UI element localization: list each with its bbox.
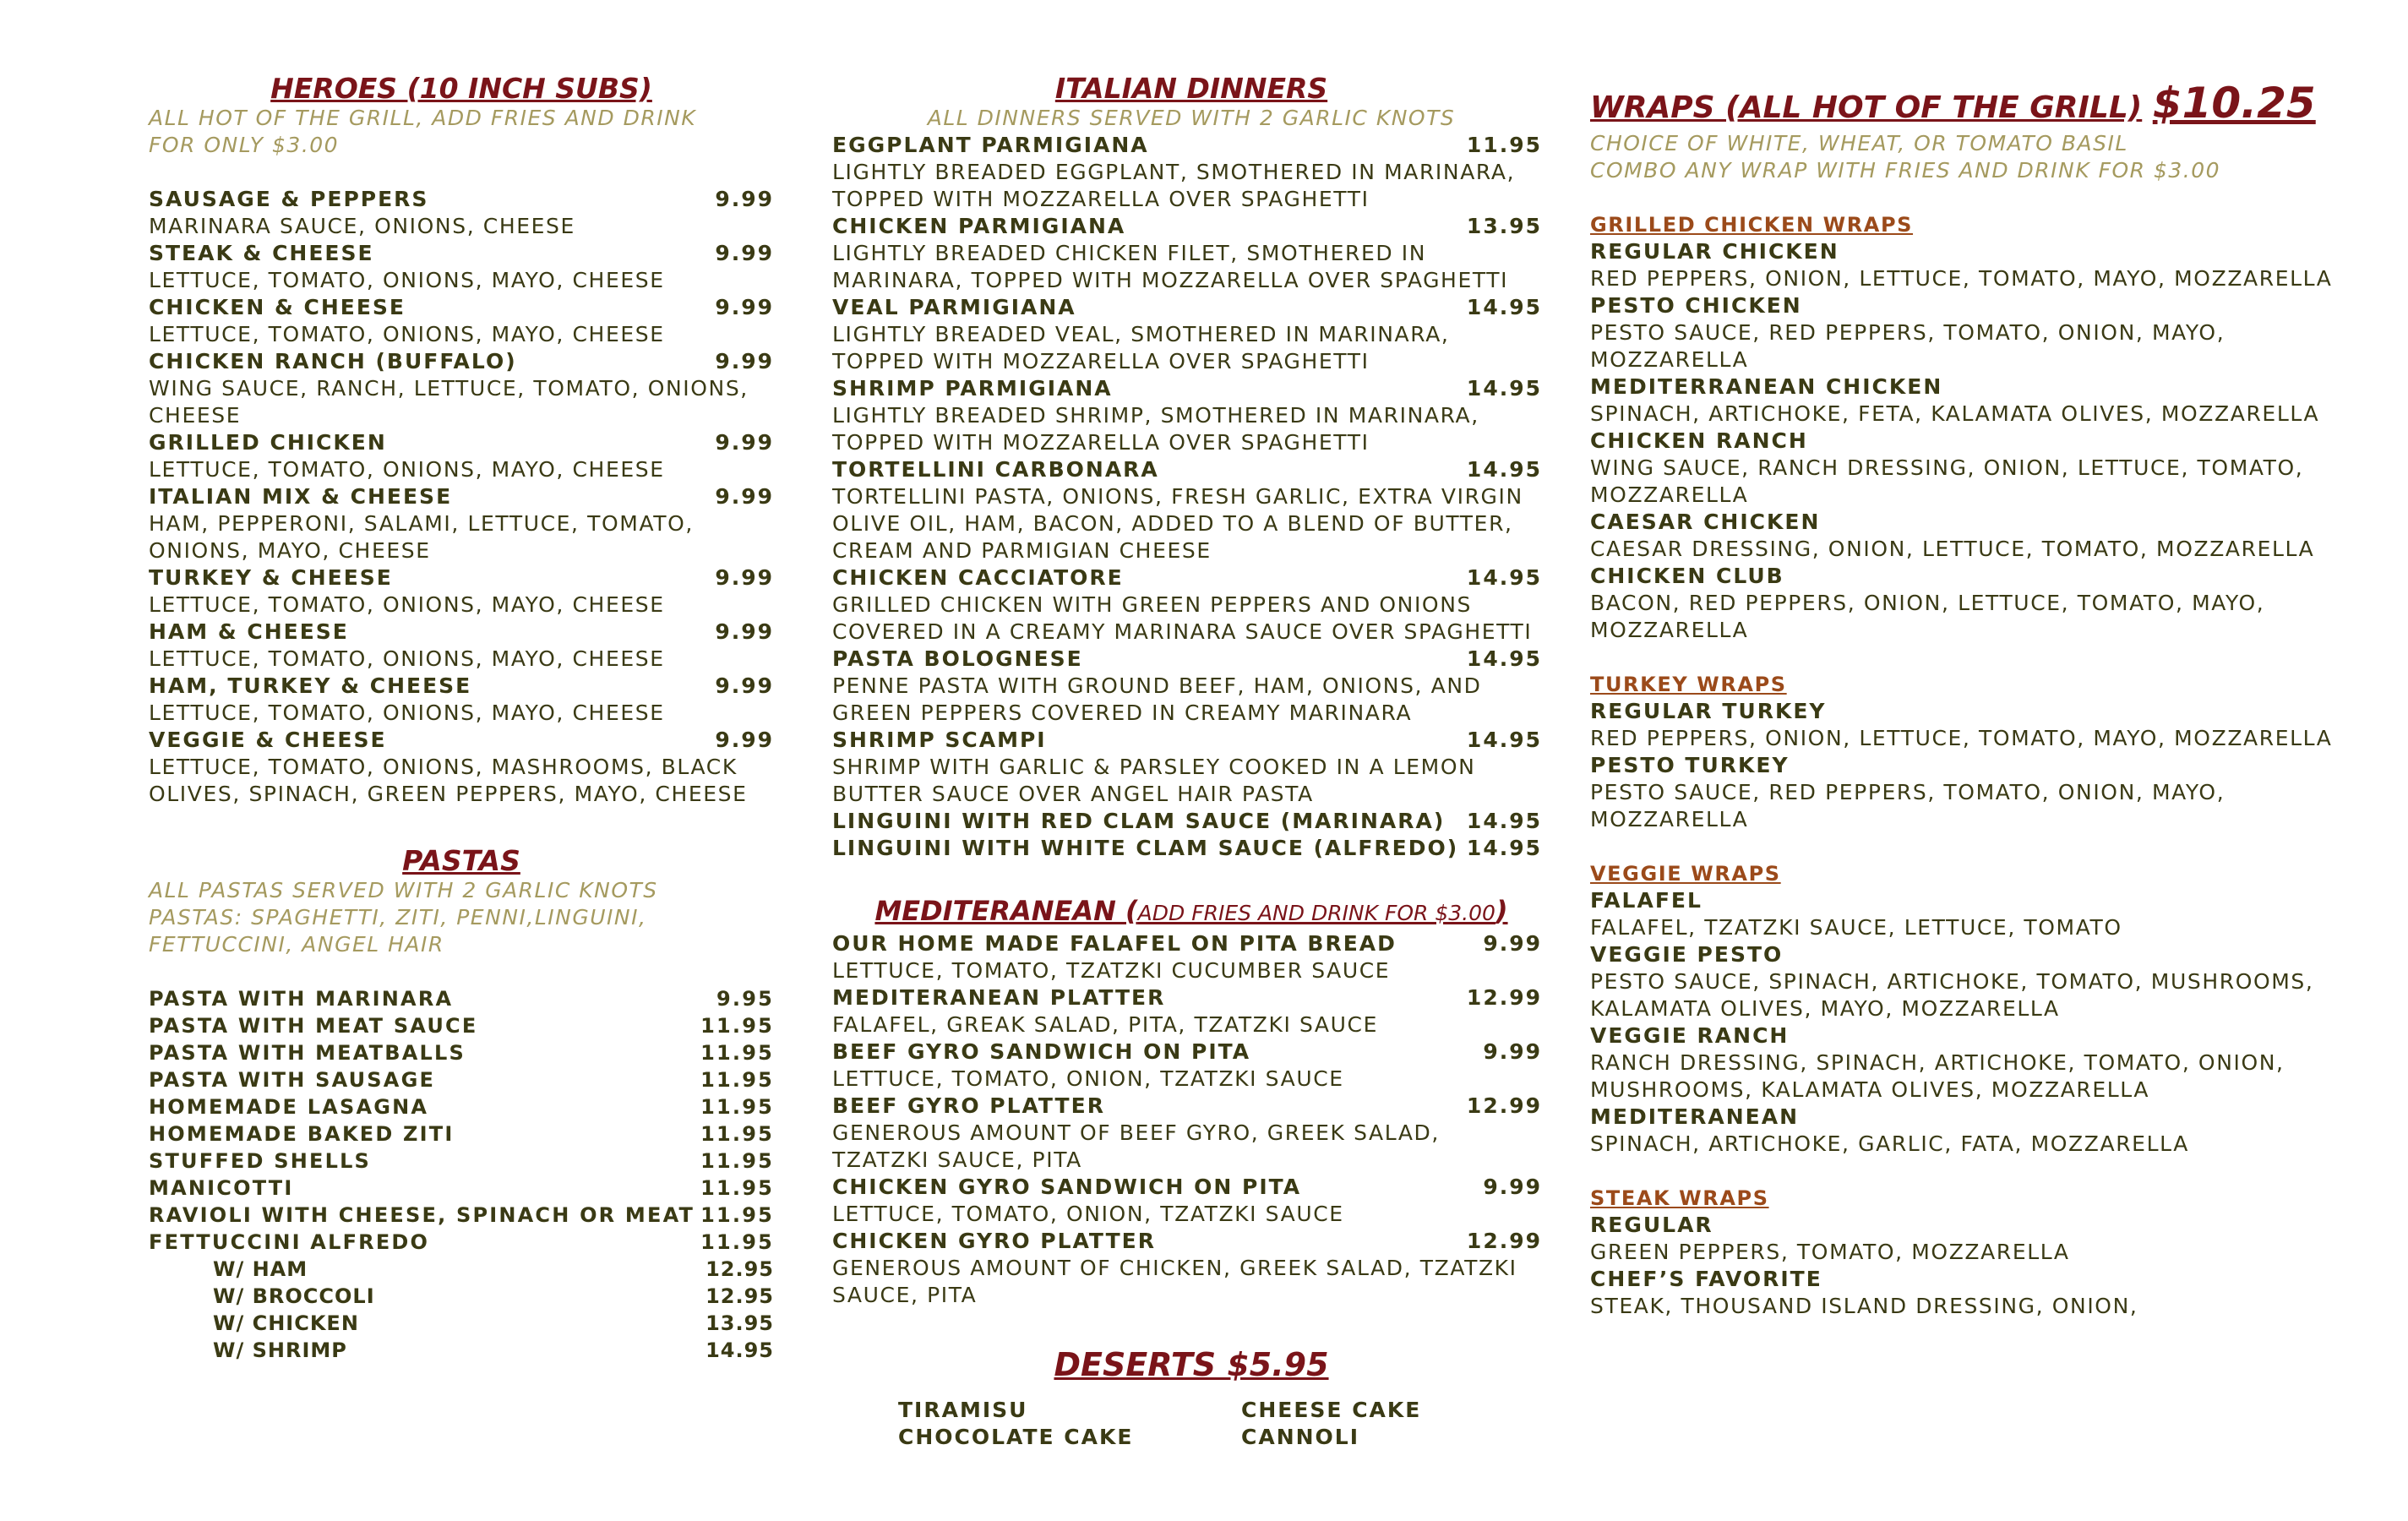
pasta-item-name: HOMEMADE BAKED ZITI bbox=[149, 1122, 455, 1146]
menu-item-price: 12.99 bbox=[1466, 1229, 1542, 1253]
menu-item-description: GENEROUS AMOUNT OF BEEF GYRO, GREEK SALAD, TZATZKI SAUCE, PITA bbox=[832, 1120, 1440, 1172]
pasta-item bbox=[149, 1012, 774, 1039]
pasta-item-name: PASTA WITH SAUSAGE bbox=[149, 1068, 436, 1092]
pastas-list bbox=[149, 985, 774, 1256]
wrap-group-title: STEAK WRAPS bbox=[1590, 1186, 1769, 1210]
menu-item-name: SAUSAGE & PEPPERS bbox=[149, 187, 429, 211]
menu-item-header bbox=[832, 456, 1542, 483]
wrap-item-name: PESTO CHICKEN bbox=[1590, 293, 1802, 318]
wrap-item-name: MEDITERRANEAN CHICKEN bbox=[1590, 374, 1943, 399]
menu-item-name: BEEF GYRO PLATTER bbox=[832, 1093, 1105, 1118]
pasta-option bbox=[149, 1310, 774, 1337]
menu-item-description: HAM, PEPPERONI, SALAMI, LETTUCE, TOMATO, ONIONS, MAYO, CHEESE bbox=[149, 511, 694, 563]
dessert-item: CHEESE CAKE bbox=[1241, 1398, 1422, 1422]
heroes-title: HEROES (10 INCH SUBS) bbox=[270, 72, 652, 105]
menu-item-name: HAM, TURKEY & CHEESE bbox=[149, 673, 472, 698]
pasta-item bbox=[149, 1148, 774, 1175]
menu-item-header bbox=[149, 673, 774, 700]
wrap-item-name: REGULAR TURKEY bbox=[1590, 699, 1827, 723]
menu-item-name: LINGUINI WITH WHITE CLAM SAUCE (ALFREDO) bbox=[832, 836, 1459, 860]
pasta-item-name: STUFFED SHELLS bbox=[149, 1149, 372, 1173]
menu-item-description: LIGHTLY BREADED EGGPLANT, SMOTHERED IN MARINARA, TOPPED WITH MOZZARELLA OVER SPAGHETTI bbox=[832, 160, 1516, 211]
pasta-item bbox=[149, 1066, 774, 1093]
wrap-item-description: PESTO SAUCE, RED PEPPERS, TOMATO, ONION, MAYO, MOZZARELLA bbox=[1590, 320, 2225, 372]
wraps-title-text: WRAPS (ALL HOT OF THE GRILL) bbox=[1590, 90, 2143, 125]
wrap-item-description: PESTO SAUCE, RED PEPPERS, TOMATO, ONION, MAYO, MOZZARELLA bbox=[1590, 780, 2225, 831]
menu-item-name: CHICKEN GYRO SANDWICH ON PITA bbox=[832, 1175, 1302, 1199]
menu-item-description: MARINARA SAUCE, ONIONS, CHEESE bbox=[149, 214, 575, 238]
pasta-item-price: 9.95 bbox=[716, 987, 774, 1011]
spacer bbox=[1590, 644, 2342, 671]
menu-item-name: PASTA BOLOGNESE bbox=[832, 646, 1083, 671]
wrap-item-description: RED PEPPERS, ONION, LETTUCE, TOMATO, MAYO, MOZZARELLA bbox=[1590, 266, 2333, 291]
heroes-subtitle: ALL HOT OF THE GRILL, ADD FRIES AND DRINK FOR ONLY $3.00 bbox=[149, 106, 697, 157]
menu-item-header bbox=[832, 1093, 1542, 1120]
pasta-item-name: FETTUCCINI ALFREDO bbox=[149, 1230, 430, 1254]
menu-item-header bbox=[832, 132, 1542, 159]
wraps-column bbox=[1590, 0, 2342, 1320]
menu-item-name: CHICKEN GYRO PLATTER bbox=[832, 1229, 1156, 1253]
mediterranean-title-close: ) bbox=[1495, 895, 1508, 927]
mediterranean-list bbox=[832, 930, 1550, 1309]
wrap-item-name: CHICKEN CLUB bbox=[1590, 564, 1784, 588]
pasta-item-price: 11.95 bbox=[700, 1014, 774, 1038]
menu-item-header bbox=[832, 808, 1542, 835]
pasta-item-price: 11.95 bbox=[700, 1203, 774, 1227]
pasta-item bbox=[149, 985, 774, 1012]
menu-item-description: LETTUCE, TOMATO, ONIONS, MAYO, CHEESE bbox=[149, 646, 665, 671]
menu-item-header bbox=[149, 564, 774, 592]
menu-item-name: LINGUINI WITH RED CLAM SAUCE (MARINARA) bbox=[832, 809, 1446, 833]
menu-item-header bbox=[149, 186, 774, 213]
menu-item-name: GRILLED CHICKEN bbox=[149, 430, 387, 455]
mediterranean-title-text: MEDITERANEAN ( bbox=[874, 895, 1138, 927]
menu-item-header bbox=[832, 375, 1542, 402]
menu-item-header bbox=[149, 294, 774, 321]
menu-item-name: CHICKEN PARMIGIANA bbox=[832, 214, 1126, 238]
heroes-pastas-column bbox=[149, 0, 774, 1364]
pasta-item-price: 11.95 bbox=[700, 1149, 774, 1173]
wrap-item-description: RANCH DRESSING, SPINACH, ARTICHOKE, TOMATO, ONION, MUSHROOMS, KALAMATA OLIVES, MOZZARELLA bbox=[1590, 1050, 2285, 1102]
wraps-title bbox=[1590, 81, 2342, 130]
pasta-option-name: W/ HAM bbox=[213, 1257, 308, 1281]
menu-item-price: 14.95 bbox=[1466, 836, 1542, 860]
wrap-item-description: FALAFEL, TZATZKI SAUCE, LETTUCE, TOMATO bbox=[1590, 915, 2122, 940]
menu-item-name: EGGPLANT PARMIGIANA bbox=[832, 133, 1149, 157]
menu-item-price: 14.95 bbox=[1466, 809, 1542, 833]
wrap-item-description: GREEN PEPPERS, TOMATO, MOZZARELLA bbox=[1590, 1240, 2070, 1264]
pasta-option-name: W/ CHICKEN bbox=[213, 1311, 359, 1335]
menu-item-name: ITALIAN MIX & CHEESE bbox=[149, 484, 453, 509]
menu-item-price: 9.99 bbox=[715, 728, 774, 752]
pasta-option-name: W/ SHRIMP bbox=[213, 1338, 347, 1362]
menu-item-header bbox=[832, 835, 1542, 862]
menu-item-price: 9.99 bbox=[715, 565, 774, 590]
menu-item-price: 9.99 bbox=[715, 241, 774, 265]
menu-item-name: STEAK & CHEESE bbox=[149, 241, 374, 265]
menu-item-name: CHICKEN RANCH (BUFFALO) bbox=[149, 349, 517, 373]
menu-item-price: 9.99 bbox=[1483, 1175, 1542, 1199]
dinners-list bbox=[832, 132, 1550, 862]
mediterranean-title bbox=[832, 894, 1550, 930]
menu-item-description: LETTUCE, TOMATO, ONIONS, MAYO, CHEESE bbox=[149, 592, 665, 617]
menu-item-price: 13.95 bbox=[1466, 214, 1542, 238]
pasta-item-price: 11.95 bbox=[700, 1041, 774, 1065]
pasta-item-price: 11.95 bbox=[700, 1176, 774, 1200]
menu-item-name: OUR HOME MADE FALAFEL ON PITA BREAD bbox=[832, 931, 1397, 956]
menu-item-name: HAM & CHEESE bbox=[149, 619, 349, 644]
menu-item-price: 14.95 bbox=[1466, 646, 1542, 671]
menu-item-description: LETTUCE, TOMATO, ONIONS, MAYO, CHEESE bbox=[149, 322, 665, 346]
mediterranean-note: ADD FRIES AND DRINK FOR $3.00 bbox=[1137, 901, 1495, 925]
pastas-title: PASTAS bbox=[402, 844, 520, 877]
wraps-price: $10.25 bbox=[2152, 79, 2316, 128]
menu-item-header bbox=[149, 429, 774, 456]
wrap-group-title: TURKEY WRAPS bbox=[1590, 673, 1787, 696]
menu-item-header bbox=[149, 619, 774, 646]
menu-item-description: PENNE PASTA WITH GROUND BEEF, HAM, ONIONS, AND GREEN PEPPERS COVERED IN CREAMY MARINARA bbox=[832, 673, 1482, 725]
menu-item-description: GRILLED CHICKEN WITH GREEN PEPPERS AND ONIONS COVERED IN A CREAMY MARINARA SAUCE OVER SPAGHETTI bbox=[832, 592, 1533, 644]
menu-item-name: TORTELLINI CARBONARA bbox=[832, 457, 1159, 482]
pastas-subtitle-1: ALL PASTAS SERVED WITH 2 GARLIC KNOTS bbox=[149, 878, 658, 902]
dessert-item: TIRAMISU bbox=[898, 1398, 1028, 1422]
menu-item-header bbox=[832, 984, 1542, 1011]
wrap-item-name: REGULAR CHICKEN bbox=[1590, 239, 1839, 264]
menu-item-header bbox=[832, 213, 1542, 240]
menu-item-price: 12.99 bbox=[1466, 1093, 1542, 1118]
pasta-item bbox=[149, 1120, 774, 1148]
pasta-item bbox=[149, 1039, 774, 1066]
menu-item-description: LETTUCE, TOMATO, TZATZKI CUCUMBER SAUCE bbox=[832, 958, 1391, 983]
menu-item-name: VEGGIE & CHEESE bbox=[149, 728, 387, 752]
wrap-item-description: CAESAR DRESSING, ONION, LETTUCE, TOMATO, MOZZARELLA bbox=[1590, 537, 2315, 561]
dessert-item: CHOCOLATE CAKE bbox=[898, 1425, 1134, 1449]
menu-item-price: 14.95 bbox=[1466, 728, 1542, 752]
menu-item-name: MEDITERANEAN PLATTER bbox=[832, 985, 1166, 1010]
pasta-item bbox=[149, 1229, 774, 1256]
menu-item-header bbox=[832, 1174, 1542, 1201]
wrap-item-description: SPINACH, ARTICHOKE, GARLIC, FATA, MOZZARELLA bbox=[1590, 1131, 2189, 1156]
menu-item-price: 9.99 bbox=[715, 430, 774, 455]
wrap-item-description: RED PEPPERS, ONION, LETTUCE, TOMATO, MAYO, MOZZARELLA bbox=[1590, 726, 2333, 750]
spacer bbox=[1590, 833, 2342, 860]
menu-item-description: LETTUCE, TOMATO, ONIONS, MASHROOMS, BLACK OLIVES, SPINACH, GREEN PEPPERS, MAYO, CHEESE bbox=[149, 755, 748, 806]
menu-item-name: CHICKEN CACCIATORE bbox=[832, 565, 1124, 590]
wraps-groups bbox=[1590, 184, 2342, 1320]
menu-item-price: 9.99 bbox=[715, 349, 774, 373]
pasta-item-name: MANICOTTI bbox=[149, 1176, 294, 1200]
pasta-option bbox=[149, 1256, 774, 1283]
wrap-item-name: REGULAR bbox=[1590, 1213, 1713, 1237]
dinners-title: ITALIAN DINNERS bbox=[1054, 72, 1328, 105]
menu-item-description: LETTUCE, TOMATO, ONION, TZATZKI SAUCE bbox=[832, 1066, 1344, 1091]
wrap-item-description: BACON, RED PEPPERS, ONION, LETTUCE, TOMATO, MAYO, MOZZARELLA bbox=[1590, 591, 2265, 642]
menu-item-description: GENEROUS AMOUNT OF CHICKEN, GREEK SALAD, TZATZKI SAUCE, PITA bbox=[832, 1256, 1517, 1307]
wrap-item-name: CHEF’S FAVORITE bbox=[1590, 1267, 1822, 1291]
pasta-item-price: 11.95 bbox=[700, 1095, 774, 1119]
pasta-item-price: 11.95 bbox=[700, 1122, 774, 1146]
menu-item-price: 9.99 bbox=[1483, 931, 1542, 956]
menu-item-price: 9.99 bbox=[1483, 1039, 1542, 1064]
menu-item-price: 14.95 bbox=[1466, 565, 1542, 590]
pasta-item-price: 11.95 bbox=[700, 1068, 774, 1092]
menu-item-price: 14.95 bbox=[1466, 376, 1542, 401]
pasta-item-name: HOMEMADE LASAGNA bbox=[149, 1095, 429, 1119]
wrap-item-name: PESTO TURKEY bbox=[1590, 753, 1790, 777]
wrap-group-title: VEGGIE WRAPS bbox=[1590, 862, 1781, 886]
menu-item-price: 9.99 bbox=[715, 673, 774, 698]
wrap-group-title: GRILLED CHICKEN WRAPS bbox=[1590, 213, 1914, 237]
menu-item-header bbox=[832, 1228, 1542, 1255]
menu-item-name: CHICKEN & CHEESE bbox=[149, 295, 406, 319]
menu-item-price: 14.95 bbox=[1466, 295, 1542, 319]
menu-item-header bbox=[149, 727, 774, 754]
pasta-item bbox=[149, 1093, 774, 1120]
menu-item-price: 9.99 bbox=[715, 187, 774, 211]
pasta-option-price: 12.95 bbox=[706, 1284, 774, 1308]
menu-item-header bbox=[149, 240, 774, 267]
menu-item-price: 9.99 bbox=[715, 295, 774, 319]
menu-item-price: 11.95 bbox=[1466, 133, 1542, 157]
menu-item-header bbox=[832, 564, 1542, 592]
pastas-subtitle-2: PASTAS: SPAGHETTI, ZITI, PENNI,LINGUINI, FETTUCCINI, ANGEL HAIR bbox=[149, 905, 647, 957]
menu-item-header bbox=[832, 646, 1542, 673]
menu-item-header bbox=[149, 348, 774, 375]
wrap-item-description: PESTO SAUCE, SPINACH, ARTICHOKE, TOMATO, MUSHROOMS, KALAMATA OLIVES, MAYO, MOZZARELLA bbox=[1590, 969, 2314, 1021]
spacer bbox=[1590, 184, 2342, 211]
wraps-subtitle-2: COMBO ANY WRAP WITH FRIES AND DRINK FOR $3.00 bbox=[1590, 158, 2221, 183]
dessert-item: CANNOLI bbox=[1241, 1425, 1360, 1449]
pasta-item-name: PASTA WITH MEAT SAUCE bbox=[149, 1014, 478, 1038]
wraps-subtitle-1: CHOICE OF WHITE, WHEAT, OR TOMATO BASIL bbox=[1590, 131, 2128, 155]
menu-item-name: VEAL PARMIGIANA bbox=[832, 295, 1076, 319]
menu-item-header bbox=[149, 483, 774, 510]
pasta-option bbox=[149, 1337, 774, 1364]
menu-item-description: LIGHTLY BREADED SHRIMP, SMOTHERED IN MARINARA, TOPPED WITH MOZZARELLA OVER SPAGHETTI bbox=[832, 403, 1479, 455]
pasta-option bbox=[149, 1283, 774, 1310]
menu-item-description: LETTUCE, TOMATO, ONIONS, MAYO, CHEESE bbox=[149, 268, 665, 292]
pasta-item-name: PASTA WITH MEATBALLS bbox=[149, 1041, 466, 1065]
menu-item-description: LIGHTLY BREADED VEAL, SMOTHERED IN MARINARA, TOPPED WITH MOZZARELLA OVER SPAGHETTI bbox=[832, 322, 1450, 373]
wrap-item-name: FALAFEL bbox=[1590, 888, 1702, 913]
pasta-item bbox=[149, 1202, 774, 1229]
menu-item-name: TURKEY & CHEESE bbox=[149, 565, 393, 590]
menu-item-header bbox=[832, 294, 1542, 321]
menu-item-price: 9.99 bbox=[715, 484, 774, 509]
menu-item-header bbox=[832, 930, 1542, 957]
menu-item-description: TORTELLINI PASTA, ONIONS, FRESH GARLIC, EXTRA VIRGIN OLIVE OIL, HAM, BACON, ADDED TO A BLEND OF BUTTER, CREAM AND PARMIGIAN CHEESE bbox=[832, 484, 1523, 563]
dinners-column bbox=[832, 0, 1550, 1451]
wrap-item-name: MEDITERANEAN bbox=[1590, 1104, 1800, 1129]
menu-item-header bbox=[832, 1039, 1542, 1066]
wrap-item-name: VEGGIE PESTO bbox=[1590, 942, 1784, 967]
menu-item-description: LETTUCE, TOMATO, ONIONS, MAYO, CHEESE bbox=[149, 701, 665, 725]
pasta-option-name: W/ BROCCOLI bbox=[213, 1284, 375, 1308]
pasta-item bbox=[149, 1175, 774, 1202]
wrap-item-name: VEGGIE RANCH bbox=[1590, 1023, 1790, 1048]
wrap-item-name: CAESAR CHICKEN bbox=[1590, 510, 1821, 534]
wrap-item-description: WING SAUCE, RANCH DRESSING, ONION, LETTUCE, TOMATO, MOZZARELLA bbox=[1590, 455, 2304, 507]
pasta-option-price: 12.95 bbox=[706, 1257, 774, 1281]
menu-item-name: SHRIMP PARMIGIANA bbox=[832, 376, 1113, 401]
pasta-item-name: RAVIOLI WITH CHEESE, SPINACH OR MEAT bbox=[149, 1203, 695, 1227]
pastas-options bbox=[149, 1256, 774, 1364]
desserts-list bbox=[832, 1397, 1550, 1451]
wrap-item-description: STEAK, THOUSAND ISLAND DRESSING, ONION, bbox=[1590, 1294, 2138, 1318]
menu-item-price: 14.95 bbox=[1466, 457, 1542, 482]
menu-item-price: 9.99 bbox=[715, 619, 774, 644]
menu-item-price: 12.99 bbox=[1466, 985, 1542, 1010]
wrap-item-name: CHICKEN RANCH bbox=[1590, 428, 1808, 453]
desserts-title: DESERTS $5.95 bbox=[1054, 1346, 1329, 1383]
heroes-list bbox=[149, 186, 774, 808]
wrap-item-description: SPINACH, ARTICHOKE, FETA, KALAMATA OLIVES, MOZZARELLA bbox=[1590, 401, 2320, 426]
menu-item-description: WING SAUCE, RANCH, LETTUCE, TOMATO, ONIONS, CHEESE bbox=[149, 376, 749, 428]
pasta-item-name: PASTA WITH MARINARA bbox=[149, 987, 454, 1011]
menu-item-description: LETTUCE, TOMATO, ONION, TZATZKI SAUCE bbox=[832, 1202, 1344, 1226]
menu-item-description: LIGHTLY BREADED CHICKEN FILET, SMOTHERED IN MARINARA, TOPPED WITH MOZZARELLA OVER SPAGHETTI bbox=[832, 241, 1509, 292]
menu-item-name: SHRIMP SCAMPI bbox=[832, 728, 1047, 752]
menu-item-name: BEEF GYRO SANDWICH ON PITA bbox=[832, 1039, 1251, 1064]
menu-item-description: SHRIMP WITH GARLIC & PARSLEY COOKED IN A LEMON BUTTER SAUCE OVER ANGEL HAIR PASTA bbox=[832, 755, 1476, 806]
menu-item-header bbox=[832, 727, 1542, 754]
dinners-subtitle: ALL DINNERS SERVED WITH 2 GARLIC KNOTS bbox=[927, 106, 1456, 130]
spacer bbox=[1590, 1158, 2342, 1185]
pasta-option-price: 14.95 bbox=[706, 1338, 774, 1362]
pasta-item-price: 11.95 bbox=[700, 1230, 774, 1254]
menu-item-description: LETTUCE, TOMATO, ONIONS, MAYO, CHEESE bbox=[149, 457, 665, 482]
menu-item-description: FALAFEL, GREAK SALAD, PITA, TZATZKI SAUCE bbox=[832, 1012, 1378, 1037]
pasta-option-price: 13.95 bbox=[706, 1311, 774, 1335]
